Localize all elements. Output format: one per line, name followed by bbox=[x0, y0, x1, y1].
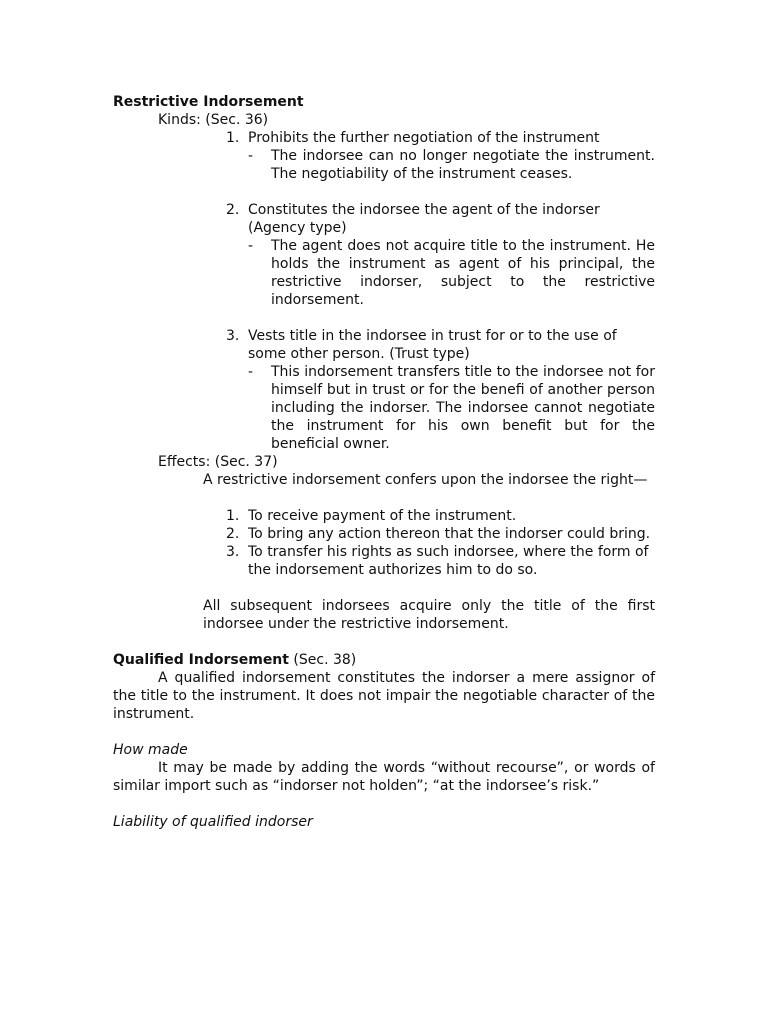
how-made-label: How made bbox=[113, 742, 188, 758]
kind-text: Constitutes the indorsee the agent of the indorser (Agency type) bbox=[248, 202, 600, 236]
qualified-body: A qualified indorsement constitutes the indorser a mere assignor of the title to the instrument. It does not impair the negotiable character of the instrument. bbox=[113, 670, 655, 722]
dash-marker: - bbox=[248, 238, 254, 254]
effect-item-3 bbox=[113, 543, 655, 579]
kind-text: Vests title in the indorsee in trust for or to the use of some other person. (Trust type) bbox=[248, 328, 617, 362]
effects-intro: A restrictive indorsement confers upon the indorsee the right— bbox=[203, 472, 648, 488]
kinds-label: Kinds: (Sec. 36) bbox=[158, 112, 269, 128]
effect-text: To receive payment of the instrument. bbox=[248, 508, 517, 524]
document-page bbox=[113, 93, 655, 831]
kind-detail-text: This indorsement transfers title to the indorsee not for himself but in trust or for the benefi of another person including the indorser. The indorsee cannot negotiate the instrument for his own benefit but for the beneficial owner. bbox=[271, 364, 655, 452]
effect-text: To bring any action thereon that the indorser could bring. bbox=[248, 526, 651, 542]
effects-label: Effects: (Sec. 37) bbox=[158, 454, 278, 470]
qualified-section: (Sec. 38) bbox=[288, 652, 357, 668]
effect-item-1 bbox=[113, 507, 655, 525]
how-made-body: It may be made by adding the words “without recourse”, or words of similar import such as “indorser not holden”; “at the indorsee’s risk.” bbox=[113, 760, 655, 794]
kind-detail-2 bbox=[113, 237, 655, 309]
liability-label: Liability of qualified indorser bbox=[113, 814, 313, 830]
kind-number: 1. bbox=[226, 130, 240, 146]
kind-text: Prohibits the further negotiation of the instrument bbox=[248, 130, 600, 146]
kind-item-2 bbox=[113, 201, 655, 237]
effect-text: To transfer his rights as such indorsee, where the form of the indorsement authorizes him to do so. bbox=[248, 544, 649, 578]
kind-item-1 bbox=[113, 129, 655, 147]
effect-item-2 bbox=[113, 525, 655, 543]
kind-detail-text: The agent does not acquire title to the instrument. He holds the instrument as agent of his principal, the restrictive indorser, subject to the restrictive indorsement. bbox=[271, 238, 655, 308]
kind-detail-3 bbox=[113, 363, 655, 453]
effect-number: 2. bbox=[226, 526, 240, 542]
dash-marker: - bbox=[248, 364, 254, 380]
dash-marker: - bbox=[248, 148, 254, 164]
qualified-heading: Qualified Indorsement bbox=[113, 652, 289, 668]
kind-item-3 bbox=[113, 327, 655, 363]
kind-number: 3. bbox=[226, 328, 240, 344]
kind-detail-1 bbox=[113, 147, 655, 183]
effect-number: 1. bbox=[226, 508, 240, 524]
subsequent-indorsees-paragraph: All subsequent indorsees acquire only the title of the first indorsee under the restrictive indorsement. bbox=[203, 598, 655, 632]
restrictive-heading: Restrictive Indorsement bbox=[113, 94, 304, 110]
effect-number: 3. bbox=[226, 544, 240, 560]
kind-detail-text: The indorsee can no longer negotiate the instrument. The negotiability of the instrument ceases. bbox=[271, 148, 655, 182]
kind-number: 2. bbox=[226, 202, 240, 218]
qualified-heading-line bbox=[113, 651, 655, 669]
